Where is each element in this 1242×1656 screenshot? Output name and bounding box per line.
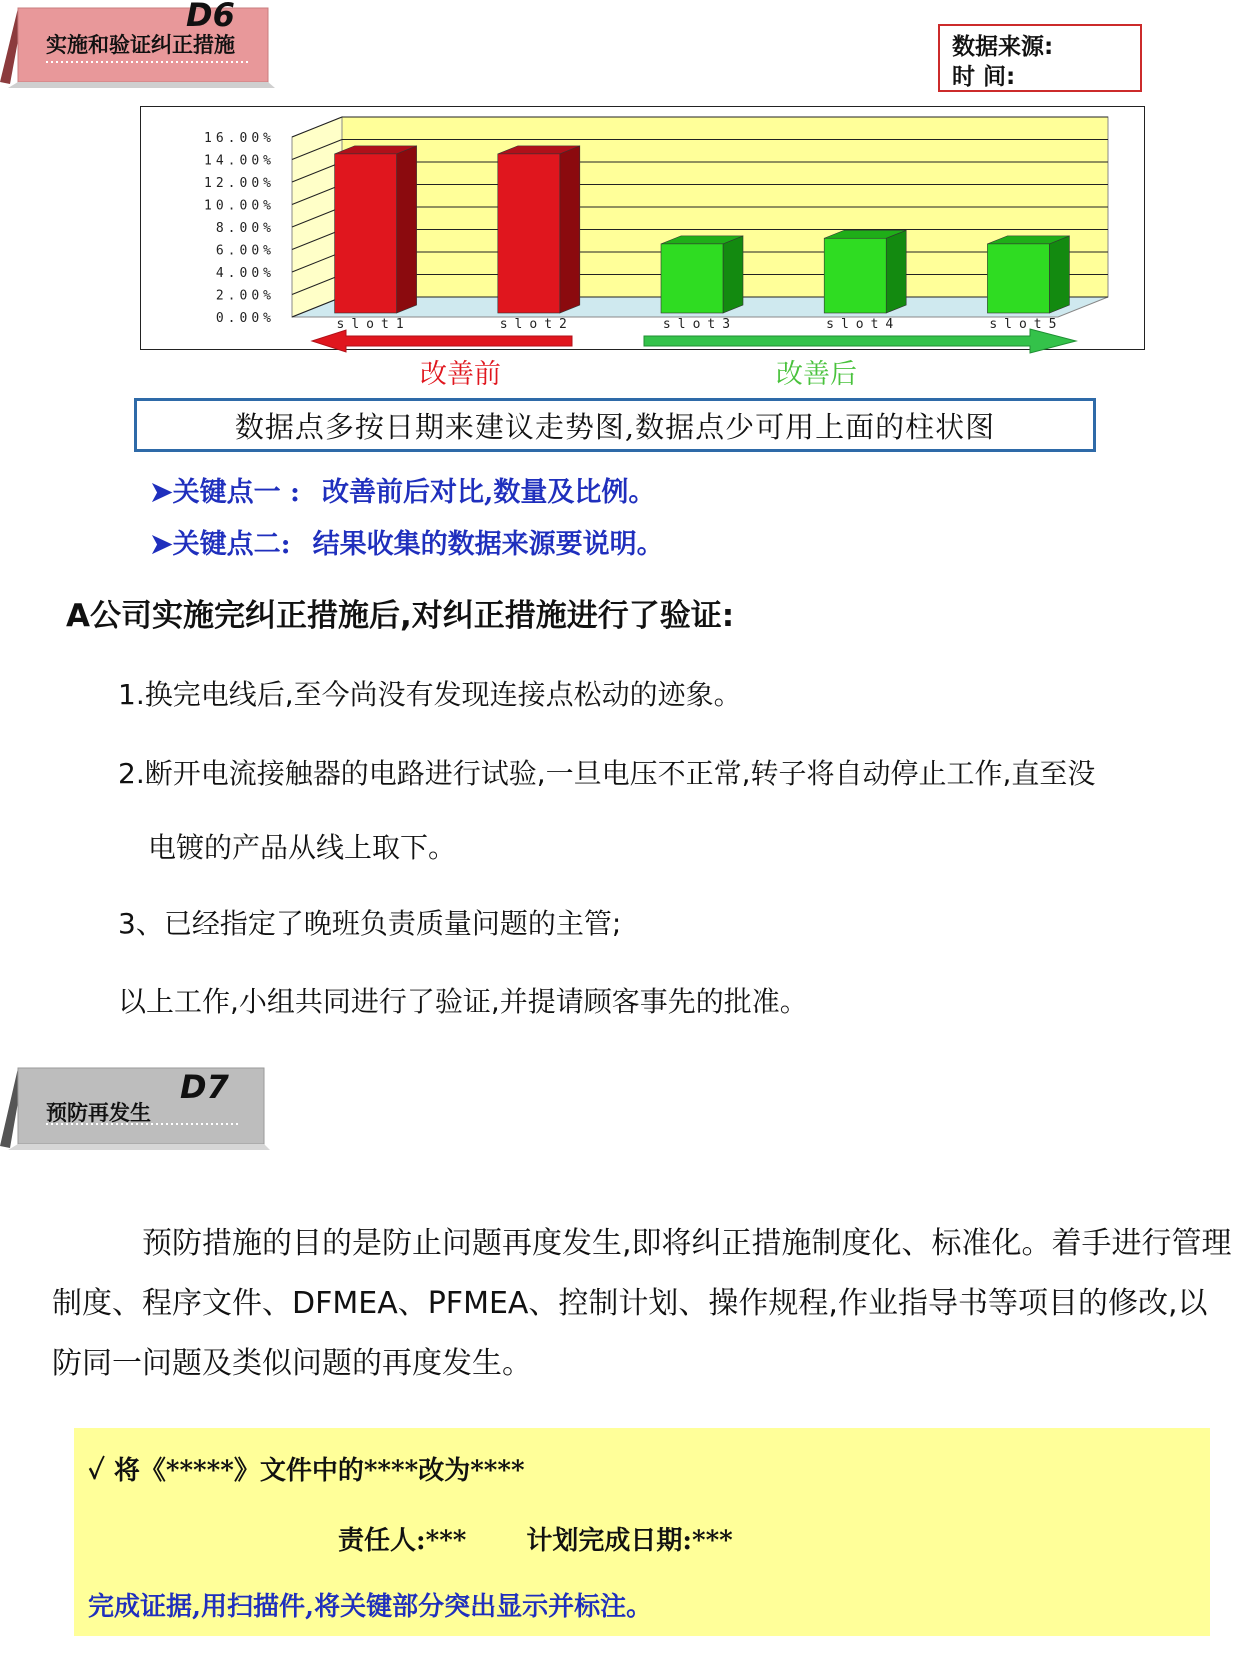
time-label: 时 间: [952,64,1016,90]
chart-xtick-label: slot2 [499,317,574,332]
d7-section-tab [0,1058,270,1150]
action-line [88,1450,525,1487]
d6-title: 实施和验证纠正措施 [46,33,235,57]
label-after-improvement: 改善后 [776,359,857,390]
keypoint-2 [150,522,664,561]
chart-xtick-label: slot4 [826,317,901,332]
prevention-paragraph-text: 预防措施的目的是防止问题再度发生,即将纠正措施制度化、标准化。着手进行管理制度、程序文件、DFMEA、PFMEA、控制计划、操作规程,作业指导书等项目的修改,以防同一问题及类似问题的再度发生。 [52,1226,1232,1381]
keypoint-1 [150,470,655,509]
verification-title: A公司实施完纠正措施后,对纠正措施进行了验证: [66,598,735,634]
verification-item-1: 1.换完电线后,至今尚没有发现连接点松动的迹象。 [118,678,742,711]
verification-item-2: 2.断开电流接触器的电路进行试验,一旦电压不正常,转子将自动停止工作,直至没 [118,757,1096,790]
chart-xtick-label: slot3 [662,317,738,332]
chart-xtick-label: slot5 [989,317,1064,332]
bar-chart [0,0,1242,360]
bar-slot3 [661,244,723,313]
verification-item-3: 3、已经指定了晚班负责质量问题的主管; [118,907,622,940]
bar-slot2 [498,154,560,313]
chart-ytick-label: 6.00% [215,243,275,259]
chart-ytick-label: 4.00% [215,266,275,281]
data-source-label: 数据来源: [952,34,1054,60]
verification-summary: 以上工作,小组共同进行了验证,并提请顾客事先的批准。 [118,985,808,1018]
evidence-text: 完成证据,用扫描件,将关键部分突出显示并标注。 [88,1592,653,1622]
chart-ytick-label: 14.00% [204,153,275,169]
bar-side [560,146,580,313]
bar-side [723,236,743,313]
verification-item-2-cont: 电镀的产品从线上取下。 [148,831,457,864]
chart-ytick-label: 8.00% [215,221,275,236]
bar-side [1049,236,1069,313]
keypoint-2-text: 结果收集的数据来源要说明。 [312,529,664,560]
bar-side [886,230,906,313]
prevention-paragraph [52,1214,1232,1394]
keypoint-1-text: 改善前后对比,数量及比例。 [322,477,656,508]
label-before-improvement: 改善前 [420,359,501,390]
d7-title: 预防再发生 [46,1101,151,1125]
keypoint-1-label: ➤关键点一 : [150,477,300,508]
chart-ytick-label: 2.00% [215,288,275,304]
check-icon: ✓ [88,1456,105,1486]
d7-code: D7 [180,1068,229,1106]
action-text: 将《*****》文件中的****改为**** [113,1456,525,1486]
chart-suggestion-text: 数据点多按日期来建议走势图,数据点少可用上面的柱状图 [234,409,996,444]
arrow-after-right [644,329,1076,353]
bar-slot4 [824,238,886,313]
owner-line [338,1520,733,1557]
owner-text: 责任人:*** [338,1526,467,1556]
bar-side [397,146,417,313]
bar-slot1 [335,154,397,313]
chart-ytick-label: 16.00% [204,131,275,146]
chart-ytick-label: 10.00% [204,198,275,214]
chart-xtick-label: slot1 [336,317,411,332]
d6-code: D6 [186,0,235,34]
keypoint-2-label: ➤关键点二: [150,529,291,560]
chart-suggestion-box [134,398,1096,452]
chart-ytick-label: 12.00% [204,176,275,191]
bar-slot5 [987,244,1049,313]
chart-ytick-label: 0.00% [215,311,275,326]
arrow-before-left [312,330,572,352]
action-box [74,1428,1210,1636]
due-date-text: 计划完成日期:*** [526,1526,733,1556]
